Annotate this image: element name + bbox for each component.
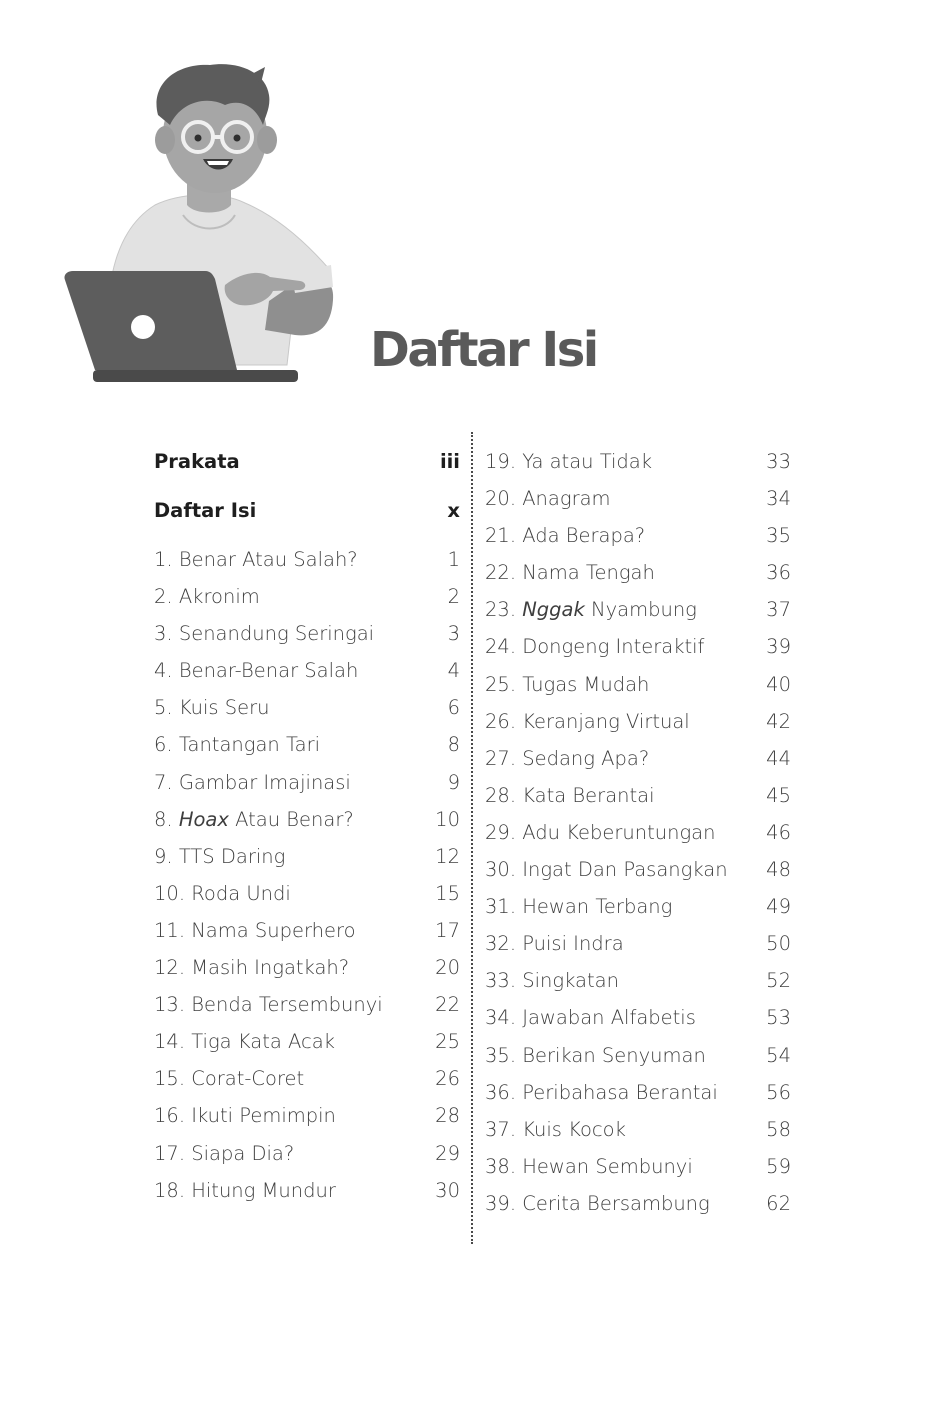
toc-entry-text: Hewan Terbang [522,895,673,919]
toc-entry-text: Kuis Kocok [522,1117,626,1141]
toc-entry-title [154,766,351,800]
toc-entry-title [154,654,358,688]
toc-entry-number: 21. [485,524,523,548]
toc-entry-title [154,1174,336,1208]
toc-entry-page: 49 [766,895,791,919]
toc-entry-text: Kuis Seru [178,696,270,720]
toc-entry-number: 39. [485,1191,523,1215]
toc-entry-title [485,1187,710,1221]
toc-entry-text: Daftar Isi [154,499,257,522]
toc-entry-page: 54 [766,1043,791,1067]
toc-entry-text: Tugas Mudah [522,672,650,696]
toc-entry-page: 29 [435,1141,460,1165]
toc-entry-title [485,1039,706,1073]
toc-entry [485,1113,791,1150]
toc-entry [154,840,460,877]
toc-entry-number: 38. [485,1154,523,1178]
toc-entry [485,668,791,705]
toc-entry-number: 26. [485,709,523,733]
toc-entry [485,964,791,1001]
toc-entry-text: Atau Benar? [228,807,354,831]
toc-entry-page: 2 [447,585,460,609]
toc-entry-page: 52 [766,969,791,993]
toc-entry-title [154,728,320,762]
toc-entry [485,593,791,630]
toc-entry-page: 28 [435,1104,460,1128]
toc-entry [154,1062,460,1099]
toc-entry-title [485,705,690,739]
toc-entry-number: 15. [154,1067,192,1091]
toc-entry-page: 4 [447,659,460,683]
toc-entry-number: 12. [154,956,192,980]
toc-entry [154,951,460,988]
toc-entry-text: Hitung Mundur [191,1178,336,1202]
toc-entry-number: 32. [485,932,523,956]
toc-entry-italic-word: Nggak [522,598,585,622]
toc-entry-number: 31. [485,895,523,919]
toc-entry-text: Corat-Coret [191,1067,305,1091]
toc-entry [485,853,791,890]
toc-entry-page: iii [439,450,460,473]
toc-entry-page: 42 [766,709,791,733]
toc-left-column [154,445,460,1211]
toc-entry-page: 35 [766,524,791,548]
toc-entry-page: 25 [435,1030,460,1054]
toc-entry [485,1076,791,1113]
toc-entry-number: 7. [154,770,179,794]
toc-entry-number: 10. [154,881,192,905]
toc-entry-number: 11. [154,918,192,942]
toc-entry-page: 34 [766,487,791,511]
page-title: Daftar Isi [370,322,597,378]
toc-entry-title [154,1099,336,1133]
toc-entry-text: Nyambung [584,598,697,622]
toc-entry-title [154,445,240,479]
toc-entry-number: 3. [154,622,179,646]
toc-entry-number: 8. [154,807,179,831]
toc-entry-page: 39 [766,635,791,659]
toc-entry-text: Nama Tengah [522,561,655,585]
toc-entry-title [485,742,649,776]
toc-entry-number: 30. [485,858,523,882]
toc-entry-text: TTS Daring [178,844,286,868]
toc-entry-text: Keranjang Virtual [522,709,690,733]
toc-entry-page: 1 [447,548,460,571]
toc-entry-page: 12 [435,844,460,868]
toc-entry-text: Siapa Dia? [191,1141,295,1165]
toc-entry-number: 25. [485,672,523,696]
toc-entry-page: 20 [435,956,460,980]
toc-entry-title [154,494,256,528]
toc-entry-number: 1. [154,548,179,571]
toc-entry-text: Hewan Sembunyi [522,1154,693,1178]
toc-entry-page: 40 [766,672,791,696]
toc-entry-page: 6 [447,696,460,720]
toc-entry-title [485,1001,696,1035]
toc-entry-title [154,691,270,725]
toc-entry-text: Jawaban Alfabetis [522,1006,696,1030]
toc-entry-number: 16. [154,1104,192,1128]
toc-entry-page: x [447,499,460,522]
toc-entry-text: Akronim [178,585,260,609]
toc-entry-number: 24. [485,635,523,659]
toc-entry-text: Masih Ingatkah? [191,956,350,980]
toc-entry-number: 4. [154,659,179,683]
toc-entry [154,494,460,543]
toc-entry-text: Adu Keberuntungan [522,820,716,844]
toc-entry-title [485,1113,626,1147]
toc-entry-title [154,988,383,1022]
toc-entry [154,1099,460,1136]
toc-entry-text: Nama Superhero [191,918,356,942]
toc-entry-number: 27. [485,746,523,770]
toc-entry [485,1039,791,1076]
toc-entry-title [485,927,624,961]
toc-entry-number: 34. [485,1006,523,1030]
toc-entry-page: 9 [447,770,460,794]
toc-entry [485,927,791,964]
toc-entry-number: 18. [154,1178,192,1202]
toc-entry-title [154,951,349,985]
toc-entry-title [154,543,358,577]
toc-entry-text: Benar Atau Salah? [178,548,358,571]
toc-entry-page: 36 [766,561,791,585]
toc-entry-page: 22 [435,993,460,1017]
toc-entry-italic-word: Hoax [178,807,229,831]
toc-entry-text: Ikuti Pemimpin [191,1104,336,1128]
toc-entry-page: 45 [766,783,791,807]
toc-entry [154,914,460,951]
toc-entry-page: 48 [766,858,791,882]
toc-entry [154,803,460,840]
toc-entry-text: Benda Tersembunyi [191,993,383,1017]
toc-entry [154,1025,460,1062]
toc-entry [154,988,460,1025]
toc-entry-title [485,593,697,627]
toc-entry-title [154,803,354,837]
toc-entry-page: 58 [766,1117,791,1141]
toc-entry-number: 33. [485,969,523,993]
person-with-laptop-illustration [55,55,345,390]
toc-entry-title [154,580,260,614]
toc-entry [485,445,791,482]
toc-entry-page: 46 [766,820,791,844]
toc-entry-title [485,1150,693,1184]
column-divider [471,432,473,1244]
toc-entry-number: 9. [154,844,179,868]
toc-entry-title [485,853,728,887]
toc-entry-title [485,779,655,813]
toc-entry-title [485,630,704,664]
toc-entry-page: 33 [766,450,791,473]
toc-entry [485,482,791,519]
toc-entry-title [154,914,356,948]
toc-entry-title [485,1076,718,1110]
toc-entry-title [154,617,374,651]
toc-entry-number: 29. [485,820,523,844]
toc-entry-title [485,964,619,998]
toc-entry-page: 56 [766,1080,791,1104]
toc-entry [485,890,791,927]
toc-entry-number: 19. [485,450,523,473]
toc-entry [485,779,791,816]
toc-entry [485,705,791,742]
toc-entry-text: Sedang Apa? [522,746,650,770]
toc-entry-text: Senandung Seringai [178,622,375,646]
toc-entry-title [154,840,285,874]
toc-entry-text: Gambar Imajinasi [178,770,351,794]
toc-entry-text: Cerita Bersambung [522,1191,710,1215]
toc-entry-text: Prakata [154,450,240,473]
toc-entry [154,654,460,691]
toc-entry-text: Ya atau Tidak [522,450,653,473]
toc-entry [485,556,791,593]
toc-entry-text: Puisi Indra [522,932,624,956]
toc-entry [154,1137,460,1174]
toc-entry [485,742,791,779]
toc-entry [485,1187,791,1224]
toc-entry-page: 30 [435,1178,460,1202]
toc-entry [485,519,791,556]
toc-entry-title [485,445,652,479]
toc-entry-text: Roda Undi [191,881,291,905]
toc-entry-title [485,519,645,553]
toc-entry [485,630,791,667]
toc-entry-text: Berikan Senyuman [522,1043,706,1067]
toc-entry-page: 10 [435,807,460,831]
toc-entry-title [485,482,611,516]
toc-entry-text: Ingat Dan Pasangkan [522,858,728,882]
toc-entry-number: 17. [154,1141,192,1165]
toc-entry-title [154,1062,304,1096]
toc-entry-text: Benar-Benar Salah [178,659,359,683]
toc-entry-number: 36. [485,1080,523,1104]
toc-entry-text: Tiga Kata Acak [191,1030,335,1054]
toc-entry-number: 2. [154,585,179,609]
toc-right-column [485,445,791,1224]
toc-entry-title [154,877,291,911]
toc-entry-page: 53 [766,1006,791,1030]
toc-entry-number: 22. [485,561,523,585]
toc-entry-text: Kata Berantai [522,783,655,807]
toc-entry-text: Peribahasa Berantai [522,1080,718,1104]
toc-entry-page: 3 [447,622,460,646]
toc-entry-page: 15 [435,881,460,905]
toc-entry-page: 37 [766,598,791,622]
toc-entry [154,580,460,617]
toc-entry-number: 14. [154,1030,192,1054]
toc-entry [154,877,460,914]
toc-entry-title [485,816,715,850]
toc-entry [485,1150,791,1187]
toc-entry-title [485,668,649,702]
toc-entry [154,691,460,728]
toc-entry-number: 5. [154,696,179,720]
toc-entry [154,728,460,765]
toc-entry-text: Singkatan [522,969,619,993]
toc-entry-number: 13. [154,993,192,1017]
toc-entry [154,617,460,654]
toc-entry-number: 35. [485,1043,523,1067]
toc-entry-number: 37. [485,1117,523,1141]
toc-entry-number: 28. [485,783,523,807]
toc-entry [154,1174,460,1211]
toc-entry [485,1001,791,1038]
toc-entry [154,766,460,803]
toc-entry-page: 59 [766,1154,791,1178]
toc-entry-title [485,890,672,924]
toc-entry-number: 20. [485,487,523,511]
toc-entry [154,445,460,494]
toc-entry-text: Tantangan Tari [178,733,321,757]
toc-entry-page: 8 [447,733,460,757]
toc-entry-title [154,1137,294,1171]
toc-entry-title [154,1025,335,1059]
toc-entry-page: 62 [766,1191,791,1215]
toc-entry-page: 17 [435,918,460,942]
toc-entry-number: 6. [154,733,179,757]
toc-entry-text: Anagram [522,487,611,511]
toc-entry [485,816,791,853]
toc-entry-page: 50 [766,932,791,956]
toc-entry-number: 23. [485,598,523,622]
toc-entry-page: 44 [766,746,791,770]
toc-entry-text: Ada Berapa? [522,524,646,548]
toc-entry [154,543,460,580]
toc-entry-page: 26 [435,1067,460,1091]
toc-entry-text: Dongeng Interaktif [522,635,705,659]
toc-entry-title [485,556,655,590]
